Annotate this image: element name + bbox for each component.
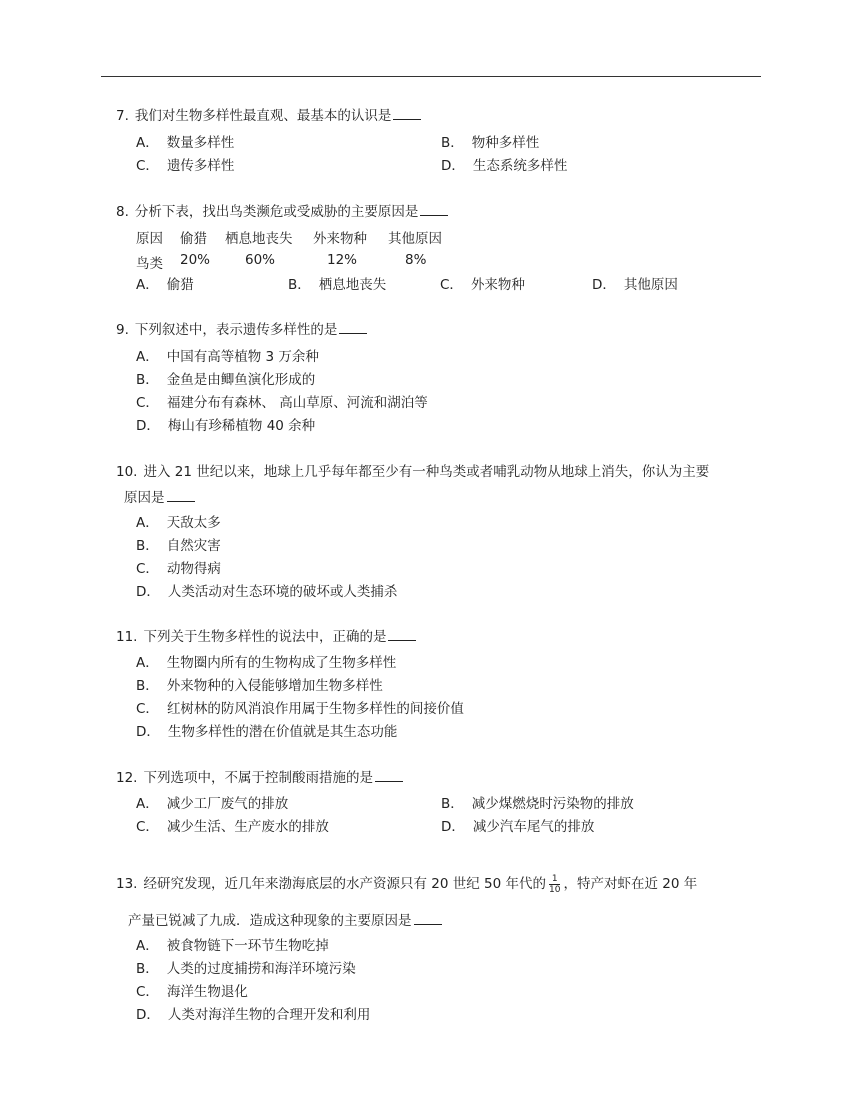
table-cell: 鸟类 xyxy=(136,256,163,272)
option-d[interactable] xyxy=(136,580,397,600)
table-cell: 其他原因 xyxy=(388,231,442,247)
option-text: 减少煤燃烧时污染物的排放 xyxy=(471,796,634,812)
option-c[interactable] xyxy=(136,154,234,174)
question-8 xyxy=(116,201,766,293)
question-7 xyxy=(116,105,766,174)
option-b[interactable] xyxy=(136,674,383,694)
table-cell: 原因 xyxy=(136,231,163,247)
option-label: D． xyxy=(136,724,160,740)
question-stem xyxy=(116,767,766,789)
option-text: 物种多样性 xyxy=(471,135,540,151)
option-d[interactable] xyxy=(136,1003,370,1023)
option-text: 海洋生物退化 xyxy=(166,984,248,1000)
option-text: 减少生活、生产废水的排放 xyxy=(166,819,329,835)
fraction xyxy=(549,874,560,895)
option-label: C． xyxy=(136,561,159,577)
option-label: D． xyxy=(136,1007,160,1023)
question-text-continued: 原因是 xyxy=(124,490,165,506)
option-d[interactable] xyxy=(592,273,678,293)
option-b[interactable] xyxy=(441,131,539,151)
table-cell: 8% xyxy=(405,252,427,268)
option-text: 生物多样性的潜在价值就是其生态功能 xyxy=(167,724,398,740)
option-label: C． xyxy=(136,819,159,835)
option-label: B． xyxy=(136,961,159,977)
option-label: D． xyxy=(441,819,465,835)
option-text: 生态系统多样性 xyxy=(472,158,568,174)
question-13 xyxy=(116,872,766,1023)
option-text: 红树林的防风消浪作用属于生物多样性的间接价值 xyxy=(166,701,464,717)
question-text: 下列关于生物多样性的说法中，正确的是 xyxy=(143,629,387,645)
option-label: B． xyxy=(288,277,311,293)
option-text: 自然灾害 xyxy=(166,538,221,554)
table-cell: 20% xyxy=(180,252,211,268)
option-text: 人类对海洋生物的合理开发和利用 xyxy=(167,1007,371,1023)
option-label: A． xyxy=(136,349,159,365)
option-label: D． xyxy=(136,418,160,434)
option-b[interactable] xyxy=(136,368,315,388)
option-text: 被食物链下一环节生物吃掉 xyxy=(166,938,329,954)
question-9 xyxy=(116,319,766,434)
option-label: A． xyxy=(136,796,159,812)
question-text: 我们对生物多样性最直观、最基本的认识是 xyxy=(134,108,392,124)
option-c[interactable] xyxy=(136,980,248,1000)
answer-blank[interactable] xyxy=(420,203,448,216)
question-text: 分析下表，找出鸟类濒危或受威胁的主要原因是 xyxy=(134,204,419,220)
option-text: 遗传多样性 xyxy=(166,158,235,174)
question-stem xyxy=(116,105,766,127)
answer-blank[interactable] xyxy=(375,769,403,782)
table-cell: 60% xyxy=(245,252,276,268)
option-label: C． xyxy=(136,984,159,1000)
question-text: 进入 21 世纪以来，地球上几乎每年都至少有一种鸟类或者哺乳动物从地球上消失，你认为主要 xyxy=(143,464,710,480)
option-text: 减少汽车尾气的排放 xyxy=(472,819,595,835)
option-label: A． xyxy=(136,135,159,151)
table-cell: 12% xyxy=(327,252,358,268)
fraction-denominator: 10 xyxy=(549,884,561,895)
option-a[interactable] xyxy=(136,345,319,365)
question-number: 8. xyxy=(116,204,129,220)
option-text: 栖息地丧失 xyxy=(318,277,387,293)
question-stem xyxy=(116,872,766,896)
option-label: A． xyxy=(136,655,159,671)
question-stem xyxy=(116,626,766,648)
option-label: B． xyxy=(136,372,159,388)
question-text-continued: 产量已锐减了九成．造成这种现象的主要原因是 xyxy=(128,913,412,929)
option-label: C． xyxy=(136,158,159,174)
question-12 xyxy=(116,767,766,835)
option-label: C． xyxy=(440,277,463,293)
option-c[interactable] xyxy=(136,557,221,577)
option-d[interactable] xyxy=(136,720,397,740)
table-cell: 偷猎 xyxy=(180,231,207,247)
question-stem-line2 xyxy=(128,910,442,932)
option-c[interactable] xyxy=(440,273,525,293)
table-cell: 外来物种 xyxy=(313,231,367,247)
table-cell: 栖息地丧失 xyxy=(225,231,293,247)
option-text: 金鱼是由鲫鱼演化形成的 xyxy=(166,372,316,388)
option-d[interactable] xyxy=(441,815,594,835)
option-label: A． xyxy=(136,515,159,531)
question-11 xyxy=(116,626,766,740)
option-label: B． xyxy=(136,538,159,554)
option-text: 人类活动对生态环境的破坏或人类捕杀 xyxy=(167,584,398,600)
question-stem xyxy=(116,319,766,341)
option-text: 人类的过度捕捞和海洋环境污染 xyxy=(166,961,356,977)
option-label: D． xyxy=(441,158,465,174)
option-text: 其他原因 xyxy=(623,277,678,293)
header-rule xyxy=(101,76,761,77)
question-number: 7. xyxy=(116,108,129,124)
option-a[interactable] xyxy=(136,651,396,671)
option-label: A． xyxy=(136,277,159,293)
option-text: 生物圈内所有的生物构成了生物多样性 xyxy=(166,655,397,671)
option-text: 外来物种的入侵能够增加生物多样性 xyxy=(166,678,383,694)
question-text: 下列选项中，不属于控制酸雨措施的是 xyxy=(143,770,373,786)
question-text: 经研究发现，近几年来渤海底层的水产资源只有 20 世纪 50 年代的 xyxy=(143,876,547,892)
option-text: 天敌太多 xyxy=(166,515,221,531)
option-text: 中国有高等植物 3 万余种 xyxy=(166,349,319,365)
question-text-part2: ，特产对虾在近 20 年 xyxy=(563,876,698,892)
option-a[interactable] xyxy=(136,273,194,293)
option-b[interactable] xyxy=(441,792,634,812)
option-label: B． xyxy=(136,678,159,694)
option-text: 偷猎 xyxy=(166,277,194,293)
option-text: 数量多样性 xyxy=(166,135,235,151)
option-text: 动物得病 xyxy=(166,561,221,577)
option-a[interactable] xyxy=(136,131,234,151)
option-label: C． xyxy=(136,701,159,717)
option-b[interactable] xyxy=(288,273,386,293)
option-c[interactable] xyxy=(136,815,329,835)
option-c[interactable] xyxy=(136,391,428,411)
question-stem xyxy=(116,459,766,511)
option-a[interactable] xyxy=(136,934,329,954)
option-c[interactable] xyxy=(136,697,464,717)
option-text: 减少工厂废气的排放 xyxy=(166,796,289,812)
option-d[interactable] xyxy=(136,414,315,434)
answer-blank[interactable] xyxy=(339,321,367,334)
question-stem xyxy=(116,201,766,223)
answer-blank[interactable] xyxy=(167,489,195,502)
option-b[interactable] xyxy=(136,957,356,977)
question-number: 10. xyxy=(116,464,138,480)
question-number: 9. xyxy=(116,322,129,338)
option-text: 梅山有珍稀植物 40 余种 xyxy=(167,418,316,434)
option-label: B． xyxy=(441,135,464,151)
option-a[interactable] xyxy=(136,792,288,812)
option-label: D． xyxy=(592,277,616,293)
option-a[interactable] xyxy=(136,511,221,531)
question-text: 下列叙述中，表示遗传多样性的是 xyxy=(134,322,338,338)
option-label: D． xyxy=(136,584,160,600)
answer-blank[interactable] xyxy=(414,912,442,925)
option-text: 福建分布有森林、 高山草原、河流和湖泊等 xyxy=(166,395,428,411)
option-label: B． xyxy=(441,796,464,812)
option-label: A． xyxy=(136,938,159,954)
option-b[interactable] xyxy=(136,534,221,554)
option-d[interactable] xyxy=(441,154,567,174)
answer-blank[interactable] xyxy=(393,107,421,120)
answer-blank[interactable] xyxy=(388,628,416,641)
option-label: C． xyxy=(136,395,159,411)
option-text: 外来物种 xyxy=(470,277,525,293)
question-10 xyxy=(116,459,766,600)
question-number: 11. xyxy=(116,629,138,645)
question-number: 13. xyxy=(116,876,138,892)
fraction-numerator: 1 xyxy=(549,874,560,885)
question-number: 12. xyxy=(116,770,138,786)
